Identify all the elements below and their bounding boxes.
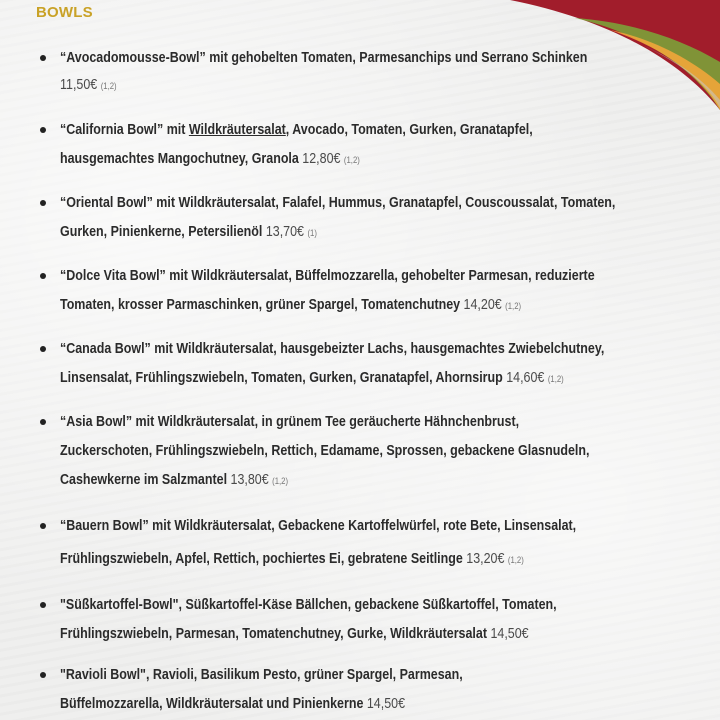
item-description-text: Gurken, Pinienkerne, Petersilienöl xyxy=(60,224,263,240)
menu-item xyxy=(36,189,676,248)
bullet-icon xyxy=(40,127,46,133)
bullet-icon xyxy=(40,55,46,61)
bowl-menu-list xyxy=(36,44,676,719)
menu-item xyxy=(36,408,676,496)
item-description-text: , Avocado, Tomaten, Gurken, Granatapfel, xyxy=(285,122,533,138)
item-price: 13,20€ xyxy=(466,551,505,567)
item-price: 14,60€ xyxy=(506,370,545,386)
item-description-text: “California Bowl” mit xyxy=(60,122,189,138)
allergen-note: (1,2) xyxy=(507,555,524,565)
bullet-icon xyxy=(40,602,46,608)
menu-item xyxy=(36,335,676,394)
wildkraeutersalat-link[interactable]: Wildkräutersalat xyxy=(188,122,286,138)
allergen-note: (1,2) xyxy=(272,476,289,486)
allergen-note: (1,2) xyxy=(505,301,522,311)
item-price: 13,70€ xyxy=(265,224,304,240)
item-price: 13,80€ xyxy=(230,472,269,488)
item-description-text: Büffelmozzarella, Wildkräutersalat und Pinienkerne xyxy=(60,696,364,712)
item-description-text: Frühlingszwiebeln, Parmesan, Tomatenchutney, Gurke, Wildkräutersalat xyxy=(60,626,487,642)
bullet-icon xyxy=(40,346,46,352)
menu-item xyxy=(36,116,676,175)
menu-item xyxy=(36,591,676,649)
bullet-icon xyxy=(40,672,46,678)
menu-item xyxy=(36,262,676,321)
allergen-note: (1,2) xyxy=(547,374,564,384)
item-price: 12,80€ xyxy=(302,151,341,167)
item-description-text: Linsensalat, Frühlingszwiebeln, Tomaten, Gurken, Granatapfel, Ahornsirup xyxy=(60,370,503,386)
bullet-icon xyxy=(40,419,46,425)
item-price: 14,20€ xyxy=(463,297,502,313)
item-price: 14,50€ xyxy=(366,696,406,712)
item-description-text: hausgemachtes Mangochutney, Granola xyxy=(60,151,299,167)
menu-item xyxy=(36,661,676,719)
allergen-note: (1,2) xyxy=(343,155,360,165)
item-price: 11,50€ xyxy=(60,77,98,93)
item-description-text: Tomaten, krosser Parmaschinken, grüner Spargel, Tomatenchutney xyxy=(60,297,461,313)
item-description-text: Cashewkerne im Salzmantel xyxy=(60,472,228,488)
item-description-line: Zuckerschoten, Frühlingszwiebeln, Rettich, Edamame, Sprossen, gebackene Glasnudeln, xyxy=(60,443,590,459)
item-description-line: “Asia Bowl” mit Wildkräutersalat, in grünem Tee geräucherte Hähnchenbrust, xyxy=(60,414,520,430)
item-description-line: “Avocadomousse-Bowl” mit gehobelten Tomaten, Parmesanchips und Serrano Schinken xyxy=(60,50,588,66)
menu-item xyxy=(36,44,676,98)
item-description-line: “Canada Bowl” mit Wildkräutersalat, hausgebeizter Lachs, hausgemachtes Zwiebelchutney, xyxy=(60,341,605,357)
item-description-line: “Dolce Vita Bowl” mit Wildkräutersalat, Büffelmozzarella, gehobelter Parmesan, reduzierte xyxy=(60,268,595,284)
item-price: 14,50€ xyxy=(490,626,529,642)
bullet-icon xyxy=(40,523,46,529)
allergen-note: (1,2) xyxy=(100,81,117,91)
bullet-icon xyxy=(40,200,46,206)
item-description-line: “Bauern Bowl” mit Wildkräutersalat, Gebackene Kartoffelwürfel, rote Bete, Linsensalat, xyxy=(60,518,577,534)
item-description-line: “Oriental Bowl” mit Wildkräutersalat, Falafel, Hummus, Granatapfel, Couscoussalat, Tomaten, xyxy=(60,195,616,211)
item-description-text: Frühlingszwiebeln, Apfel, Rettich, pochiertes Ei, gebratene Seitlinge xyxy=(60,551,463,567)
bullet-icon xyxy=(40,273,46,279)
item-description-line: "Süßkartoffel-Bowl", Süßkartoffel-Käse Bällchen, gebackene Süßkartoffel, Tomaten, xyxy=(60,597,557,613)
menu-item xyxy=(36,512,676,578)
allergen-note: (1) xyxy=(307,228,317,238)
item-description-line: "Ravioli Bowl", Ravioli, Basilikum Pesto, grüner Spargel, Parmesan, xyxy=(60,667,463,683)
section-title: BOWLS xyxy=(36,4,93,21)
